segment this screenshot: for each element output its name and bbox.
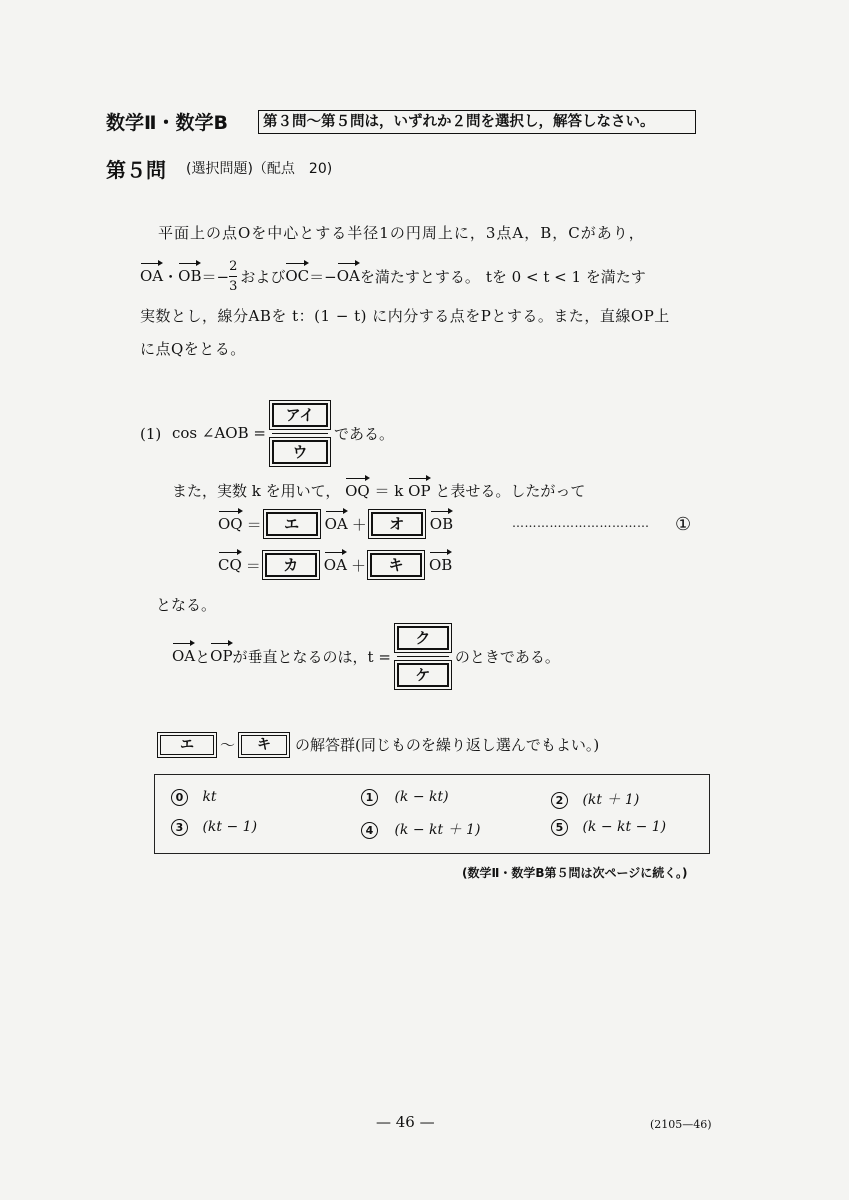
vector-oa-2: OA (336, 267, 360, 285)
cos-fraction-bar (272, 433, 328, 434)
vector-ob-eq2: OB (428, 556, 453, 574)
equals-k: ＝ k (374, 482, 404, 500)
equation-number-1: ① (675, 514, 692, 535)
vector-op-perp: OP (210, 647, 233, 665)
perp-tail: のときである。 (454, 647, 560, 666)
t-fraction (397, 626, 449, 687)
choice-mark-1: 1 (361, 789, 378, 806)
equals-minus: ＝− (201, 267, 230, 286)
cos-tail: である。 (333, 424, 394, 443)
k-line-intro: また，実数 k を用いて， (172, 482, 341, 500)
answer-group-caption (160, 734, 599, 755)
equation-cq (218, 553, 452, 577)
answer-box-ki[interactable]: キ (370, 553, 422, 577)
problem-meta: (選択問題)（配点 20) (186, 161, 333, 177)
satisfy-text: を満たすとする。 (359, 267, 480, 286)
vector-oa-eq2: OA (323, 556, 347, 574)
choice-text-2: (kt ＋ 1) (582, 792, 640, 808)
choice-4[interactable] (361, 819, 480, 839)
choice-mark-2: 2 (551, 792, 568, 809)
plus-sign: ＋ (351, 515, 367, 534)
vector-cq-eq: CQ (218, 556, 242, 574)
vector-oq: OQ (345, 482, 370, 500)
choice-5[interactable] (551, 819, 666, 836)
answer-box-ka[interactable]: カ (265, 553, 317, 577)
answer-group-from: エ (160, 735, 214, 755)
equation-oq (218, 512, 453, 536)
equals-sign: ＝ (246, 515, 262, 534)
and-text: および (240, 267, 286, 286)
answer-group-to: キ (241, 735, 287, 755)
plus-sign-2: ＋ (350, 556, 366, 575)
answer-box-o[interactable]: オ (371, 512, 423, 536)
choice-3[interactable] (171, 819, 257, 836)
choice-text-4: (k − kt ＋ 1) (394, 822, 481, 838)
intro-line-4: に点Qをとる。 (140, 340, 246, 358)
answer-box-ai[interactable]: アイ (272, 403, 328, 427)
part-1-label: (1) (140, 425, 162, 443)
cos-label: cos ∠AOB = (172, 424, 266, 442)
fraction-bar (229, 276, 237, 277)
choice-mark-5: 5 (551, 819, 568, 836)
cos-fraction (272, 403, 328, 464)
selection-instruction: 第３問～第５問は，いずれか２問を選択し，解答しなさい。 (258, 110, 696, 134)
tilde: ～ (220, 736, 236, 754)
vector-op: OP (408, 482, 431, 500)
intro-line-2 (140, 256, 646, 296)
equals-sign-2: ＝ (245, 556, 261, 575)
t-fraction-bar (397, 656, 449, 657)
choice-text-1: (k − kt) (394, 789, 449, 805)
fraction-denominator: 3 (229, 278, 238, 294)
choice-mark-3: 3 (171, 819, 188, 836)
answer-box-u[interactable]: ウ (272, 440, 328, 464)
answer-box-ke[interactable]: ケ (397, 663, 449, 687)
fraction-numerator: 2 (229, 258, 238, 274)
choice-2[interactable] (551, 789, 639, 809)
vector-oa-eq: OA (324, 515, 348, 533)
continue-note: (数学Ⅱ・数学B第５問は次ページに続く。) (462, 866, 688, 880)
fraction-two-thirds (229, 259, 237, 294)
choice-mark-4: 4 (361, 822, 378, 839)
and-text-perp: と (195, 647, 211, 666)
page-number: — 46 — (376, 1113, 435, 1131)
vector-oa: OA (140, 267, 164, 285)
intro-line-1: 平面上の点Oを中心とする半径1の円周上に，3点A，B，Cがあり， (158, 224, 645, 242)
vector-oq-eq: OQ (218, 515, 243, 533)
perp-condition: が垂直となるのは，t = (232, 647, 391, 666)
cos-expression (172, 402, 394, 464)
choice-text-0: kt (202, 789, 217, 805)
perpendicular-line (172, 625, 560, 687)
vector-ob: OB (178, 267, 202, 285)
subject-heading: 数学Ⅱ・数学B (106, 112, 228, 134)
equation-dots: …………………………… (512, 516, 650, 530)
answer-box-e[interactable]: エ (266, 512, 318, 536)
intro-line-3: 実数とし，線分ABを t：(1 − t) に内分する点をPとする。また，直線OP上 (140, 307, 670, 325)
equals-minus-2: ＝− (309, 267, 337, 286)
page-code: (2105—46) (650, 1118, 712, 1131)
conclusion-text: となる。 (156, 596, 217, 614)
answer-box-ku[interactable]: ク (397, 626, 449, 650)
vector-ob-eq: OB (429, 515, 454, 533)
k-line (172, 480, 585, 501)
k-line-tail: と表せる。したがって (435, 482, 586, 500)
vector-oa-perp: OA (172, 647, 196, 665)
dot-operator: ・ (163, 267, 179, 286)
answer-group-text: の解答群(同じものを繰り返し選んでもよい。) (295, 736, 600, 754)
choices-box (154, 774, 710, 854)
vector-oc: OC (285, 267, 310, 285)
choice-1[interactable] (361, 789, 449, 806)
choice-text-5: (k − kt − 1) (582, 819, 667, 835)
choice-mark-0: 0 (171, 789, 188, 806)
problem-number: 第５問 (106, 158, 166, 182)
t-condition: tを 0 < t < 1 を満たす (485, 267, 646, 286)
choice-0[interactable] (171, 789, 217, 806)
choice-text-3: (kt − 1) (202, 819, 258, 835)
